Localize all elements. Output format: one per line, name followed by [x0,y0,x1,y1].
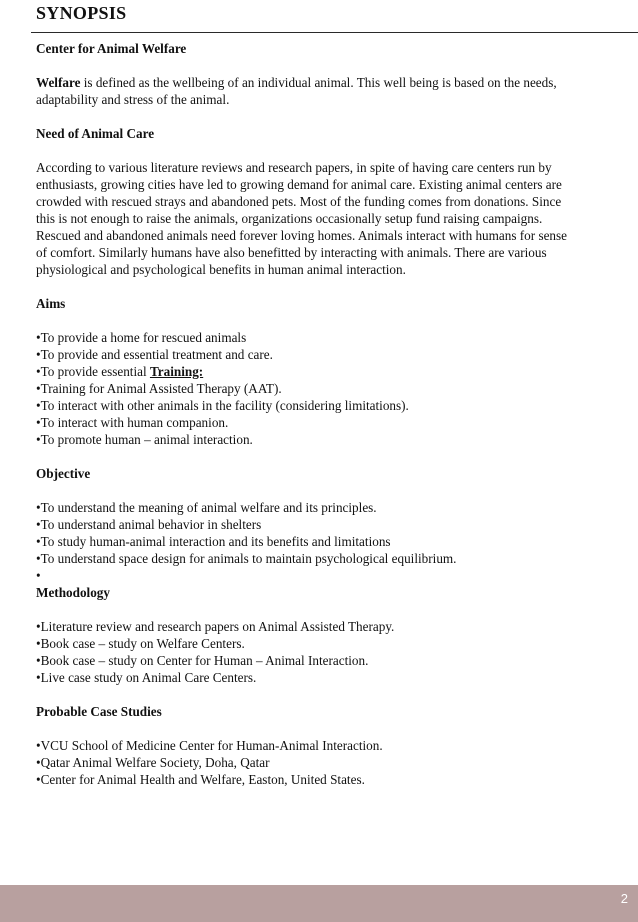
objective-item: •To understand the meaning of animal welfare and its principles. [36,500,377,515]
objective-item: •To understand space design for animals to maintain psychological equilibrium. [36,551,457,566]
center-heading: Center for Animal Welfare [36,41,187,56]
case-study-item: •VCU School of Medicine Center for Human-Animal Interaction. [36,738,383,753]
aims-item: •To provide and essential treatment and care. [36,347,273,362]
need-line: According to various literature reviews and research papers, in spite of having care centers run by [36,160,552,175]
welfare-definition-cont: adaptability and stress of the animal. [36,92,230,107]
aims-item: •To interact with other animals in the facility (considering limitations). [36,398,409,413]
welfare-definition [36,74,614,91]
case-study-item: •Qatar Animal Welfare Society, Doha, Qatar [36,755,270,770]
aims-item: •To interact with human companion. [36,415,229,430]
objective-item: •To understand animal behavior in shelters [36,517,262,532]
aims-item: •Training for Animal Assisted Therapy (AAT). [36,381,282,396]
aims-item [36,363,614,380]
aims-item-prefix: •To provide essential [36,364,150,379]
synopsis-body [36,40,614,788]
need-line: of comfort. Similarly humans have also benefitted by interacting with animals. There are various [36,245,547,260]
methodology-item: •Literature review and research papers on Animal Assisted Therapy. [36,619,395,634]
training-emphasis: Training: [149,364,204,379]
objective-item: • [36,568,41,583]
need-line: enthusiasts, growing cities have led to growing demand for animal care. Existing animal centers are [36,177,562,192]
objective-item: •To study human-animal interaction and its benefits and limitations [36,534,391,549]
objective-heading: Objective [36,466,91,481]
methodology-heading: Methodology [36,585,110,600]
aims-item: •To provide a home for rescued animals [36,330,247,345]
methodology-item: •Book case – study on Center for Human – Animal Interaction. [36,653,369,668]
page-title: SYNOPSIS [36,3,127,23]
title-divider [31,32,638,33]
welfare-definition-text: is defined as the wellbeing of an individual animal. This well being is based on the needs, [80,75,557,90]
methodology-item: •Book case – study on Welfare Centers. [36,636,245,651]
aims-item: •To promote human – animal interaction. [36,432,253,447]
page-number: 2 [620,891,628,906]
need-line: physiological and psychological benefits in human animal interaction. [36,262,406,277]
need-line: this is not enough to raise the animals, organizations occasionally setup fund raising campaigns. [36,211,543,226]
page-footer [0,885,638,922]
methodology-item: •Live case study on Animal Care Centers. [36,670,257,685]
need-line: crowded with rescued strays and abandoned pets. Most of the funding comes from donations. Since [36,194,562,209]
welfare-term: Welfare [36,75,81,90]
aims-heading: Aims [36,296,66,311]
need-heading: Need of Animal Care [36,126,155,141]
case-studies-heading: Probable Case Studies [36,704,162,719]
case-study-item: •Center for Animal Health and Welfare, Easton, United States. [36,772,365,787]
need-line: Rescued and abandoned animals need forever loving homes. Animals interact with humans for sense [36,228,568,243]
